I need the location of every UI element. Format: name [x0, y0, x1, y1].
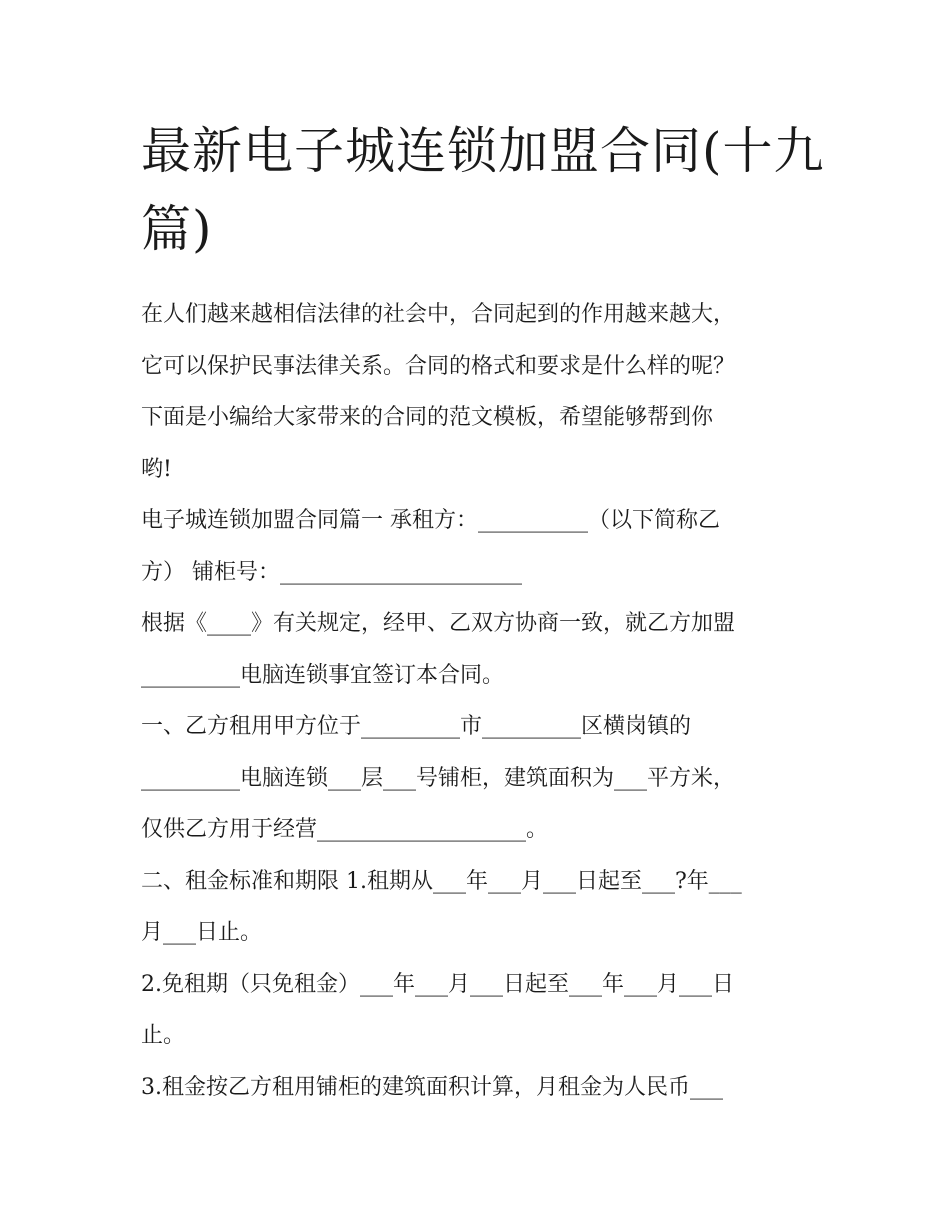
text-line: _________电脑连锁事宜签订本合同。 — [141, 662, 505, 688]
text-line: 月___日止。 — [141, 920, 263, 945]
text-line: 它可以保护民事法律关系。合同的格式和要求是什么样的呢？ — [141, 353, 736, 379]
text-line: 3.租金按乙方租用铺柜的建筑面积计算，月租金为人民币___ — [141, 1074, 723, 1100]
document-page — [141, 112, 825, 1113]
text-line: 电子城连锁加盟合同篇一 承租方：__________（以下简称乙 — [141, 508, 720, 533]
lessee-paragraph — [141, 495, 813, 598]
basis-paragraph — [141, 598, 813, 701]
rent-free-paragraph — [141, 959, 813, 1062]
text-line: 在人们越来越相信法律的社会中，合同起到的作用越来越大， — [141, 302, 736, 327]
text-line: 方） 铺柜号：______________________ — [141, 559, 522, 585]
text-line: _________电脑连锁___层___号铺柜，建筑面积为___平方米， — [141, 765, 736, 791]
clause-two-paragraph — [141, 856, 813, 959]
intro-paragraph — [141, 289, 813, 495]
title-line: 最新电子城连锁加盟合同(十九 — [141, 122, 825, 180]
text-line: 仅供乙方用于经营___________________。 — [141, 817, 549, 842]
text-line: 哟! — [141, 456, 172, 482]
text-line: 二、租金标准和期限 1.租期从___年___月___日起至___?年___ — [141, 868, 742, 894]
text-line: 根据《____》有关规定，经甲、乙双方协商一致，就乙方加盟 — [141, 611, 736, 636]
rent-amount-paragraph — [141, 1062, 813, 1114]
text-line: 止。 — [141, 1023, 186, 1048]
clause-one-paragraph — [141, 701, 813, 856]
text-line: 下面是小编给大家带来的合同的范文模板，希望能够帮到你 — [141, 405, 714, 430]
text-line: 一、乙方租用甲方位于_________市_________区横岗镇的 — [141, 714, 692, 739]
text-line: 2.免租期（只免租金）___年___月___日起至___年___月___日 — [141, 971, 734, 997]
document-title — [141, 112, 825, 268]
title-line: 篇) — [141, 200, 213, 258]
